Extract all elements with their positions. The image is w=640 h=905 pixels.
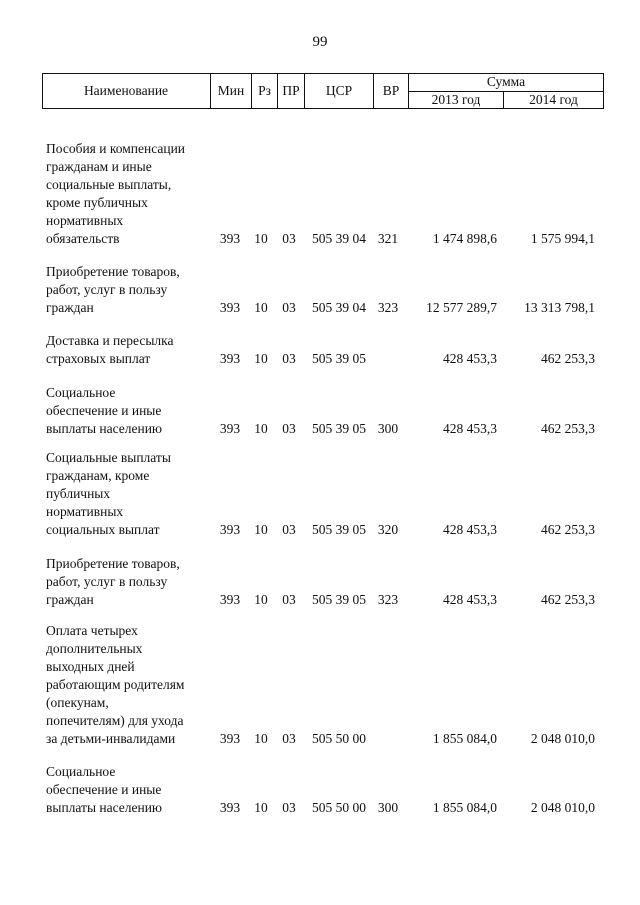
row-rz: 10 [254,300,268,315]
row-name-line: Доставка и пересылка [46,333,174,348]
table-row [0,332,640,368]
row-name-line: социальных выплат [46,522,160,537]
row-name [46,263,216,317]
row-name [46,384,216,438]
row-name-line: социальные выплаты, [46,177,172,192]
header-rz: Рз [258,83,271,98]
row-sum-2013: 428 453,3 [443,421,497,436]
row-pr: 03 [282,800,296,815]
row-csr: 505 39 05 [312,351,366,366]
row-name-line: гражданам и иные [46,159,152,174]
row-pr: 03 [282,592,296,607]
row-sum-2014: 1 575 994,1 [530,231,595,246]
row-sum-2013: 1 855 084,0 [432,800,497,815]
row-name-line: (опекунам, [46,695,109,710]
row-name-line: страховых выплат [46,351,151,366]
row-csr: 505 50 00 [312,731,366,746]
row-sum-2013: 1 855 084,0 [432,731,497,746]
header-name: Наименование [83,83,169,98]
row-sum-2014: 462 253,3 [541,421,595,436]
row-sum-2014: 2 048 010,0 [530,800,595,815]
row-name-line: обязательств [46,231,120,246]
header-vr: ВР [382,83,400,98]
row-sum-2013: 428 453,3 [443,522,497,537]
row-csr: 505 50 00 [312,800,366,815]
row-min: 393 [219,592,241,607]
row-name [46,555,216,609]
header-pr: ПР [282,83,300,98]
row-sum-2014: 462 253,3 [541,592,595,607]
row-name [46,763,216,817]
row-pr: 03 [282,351,296,366]
row-name-line: граждан [46,300,94,315]
row-name-line: гражданам, кроме [46,468,150,483]
table-row [0,622,640,748]
row-sum-2013: 1 474 898,6 [432,231,497,246]
row-name-line: Приобретение товаров, [46,556,180,571]
row-name-line: работ, услуг в пользу [46,282,168,297]
row-name-line: выплаты населению [46,421,163,436]
row-name-line: обеспечение и иные [46,782,162,797]
row-name-line: выходных дней [46,659,135,674]
row-vr: 323 [377,592,399,607]
row-pr: 03 [282,731,296,746]
row-rz: 10 [254,731,268,746]
row-name-line: нормативных [46,504,124,519]
row-name [46,332,216,368]
row-sum-2014: 13 313 798,1 [524,300,595,315]
row-name-line: Оплата четырех [46,623,138,638]
row-name-line: Социальное [46,385,116,400]
row-vr: 321 [377,231,399,246]
row-vr: 300 [377,800,399,815]
row-name-line: выплаты населению [46,800,163,815]
row-name-line: обеспечение и иные [46,403,162,418]
header-csr: ЦСР [325,83,353,98]
table-row [0,140,640,248]
row-csr: 505 39 05 [312,522,366,537]
row-min: 393 [219,731,241,746]
row-name [46,622,216,748]
row-rz: 10 [254,800,268,815]
row-name-line: Приобретение товаров, [46,264,180,279]
row-min: 393 [219,231,241,246]
row-vr: 320 [377,522,399,537]
row-rz: 10 [254,592,268,607]
header-2013: 2013 год [431,92,481,107]
table-row [0,555,640,609]
row-pr: 03 [282,421,296,436]
row-name [46,140,216,248]
row-sum-2013: 428 453,3 [443,351,497,366]
row-name-line: кроме публичных [46,195,148,210]
row-rz: 10 [254,231,268,246]
row-sum-2013: 428 453,3 [443,592,497,607]
row-min: 393 [219,522,241,537]
row-sum-2014: 462 253,3 [541,351,595,366]
row-vr: 300 [377,421,399,436]
row-name-line: Социальное [46,764,116,779]
row-name-line: публичных [46,486,111,501]
row-name-line: работающим родителям [46,677,185,692]
row-sum-2014: 2 048 010,0 [530,731,595,746]
row-min: 393 [219,800,241,815]
table-row [0,449,640,539]
page-number: 99 [312,34,328,50]
row-csr: 505 39 04 [312,231,366,246]
row-csr: 505 39 05 [312,592,366,607]
row-name-line: нормативных [46,213,124,228]
header-min: Мин [217,83,245,98]
row-pr: 03 [282,300,296,315]
row-name-line: Социальные выплаты [46,450,171,465]
row-name-line: попечителям) для ухода [46,713,184,728]
table-row [0,763,640,817]
row-rz: 10 [254,421,268,436]
row-name-line: работ, услуг в пользу [46,574,168,589]
row-name [46,449,216,539]
row-min: 393 [219,300,241,315]
row-sum-2013: 12 577 289,7 [426,300,497,315]
row-csr: 505 39 05 [312,421,366,436]
row-min: 393 [219,421,241,436]
row-pr: 03 [282,231,296,246]
table-row [0,384,640,438]
row-csr: 505 39 04 [312,300,366,315]
row-vr: 323 [377,300,399,315]
row-name-line: граждан [46,592,94,607]
row-min: 393 [219,351,241,366]
row-pr: 03 [282,522,296,537]
table-row [0,263,640,317]
row-name-line: дополнительных [46,641,143,656]
header-sum: Сумма [486,74,526,89]
row-name-line: за детьми-инвалидами [46,731,176,746]
header-2014: 2014 год [529,92,578,107]
row-rz: 10 [254,522,268,537]
row-name-line: Пособия и компенсации [46,141,186,156]
row-rz: 10 [254,351,268,366]
row-sum-2014: 462 253,3 [541,522,595,537]
